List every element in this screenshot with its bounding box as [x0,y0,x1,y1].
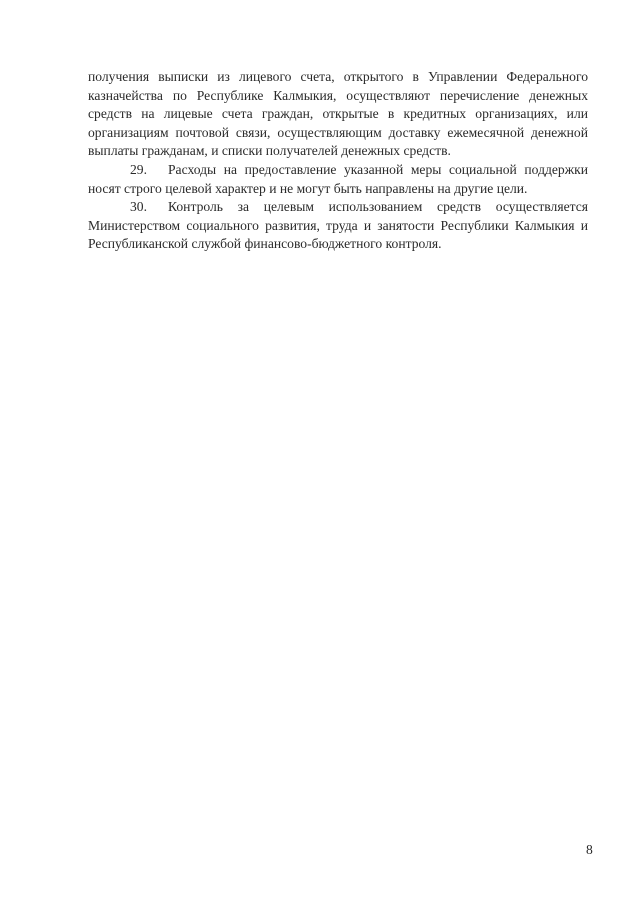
paragraph-number: 30. [130,199,147,215]
paragraph-29 [88,161,588,198]
paragraph-30 [88,198,588,254]
body-text [88,68,588,254]
paragraph-text: получения выписки из лицевого счета, открытого в Управлении Федерального казначейства по Республике Калмыкия, осуществляют перечисление денежных средств на лицевые счета граждан, открытые в кредитных организациях, или организациям почтовой связи, осуществляющим доставку ежемесячной денежной выплаты гражданам, и списки получателей денежных средств. [88,69,588,159]
paragraph-text: Контроль за целевым использованием средств осуществляется Министерством социального развития, труда и занятости Республики Калмыкия и Республиканской службой финансово-бюджетного контроля. [88,199,588,252]
paragraph-text: Расходы на предоставление указанной меры социальной поддержки носят строго целевой характер и не могут быть направлены на другие цели. [88,161,588,196]
paragraph-number: 29. [130,161,147,177]
paragraph-continuation [88,68,588,161]
page-number: 8 [586,842,593,857]
